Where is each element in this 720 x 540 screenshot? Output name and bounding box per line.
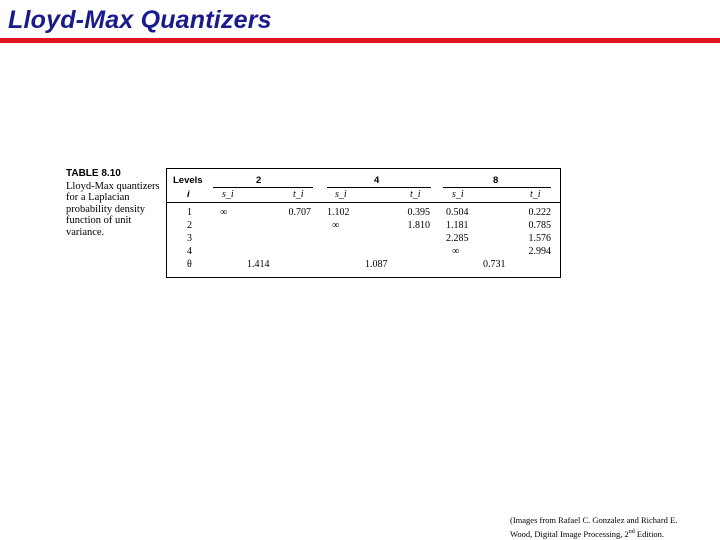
group-rule-4	[327, 187, 431, 188]
row-index: 4	[187, 246, 192, 257]
theta-value: 1.087	[365, 259, 388, 270]
title-underline	[0, 38, 720, 43]
table-cell: 0.707	[288, 207, 311, 218]
table-cell: 2.994	[528, 246, 551, 257]
image-citation	[510, 514, 716, 540]
header-rule	[167, 202, 560, 203]
group-header-2: 2	[256, 175, 262, 186]
subheader-s-4: s_i	[335, 189, 347, 200]
table-cell: 0.785	[528, 220, 551, 231]
subheader-s-8: s_i	[452, 189, 464, 200]
table-cell: 1.576	[528, 233, 551, 244]
table-cell: ∞	[332, 220, 340, 231]
row-index: 2	[187, 220, 192, 231]
slide-title: Lloyd-Max Quantizers	[8, 6, 272, 34]
theta-value: 1.414	[247, 259, 270, 270]
quantizer-table	[166, 168, 561, 278]
table-cell: 1.102	[327, 207, 350, 218]
group-header-4: 4	[374, 175, 380, 186]
table-cell: 1.181	[446, 220, 469, 231]
table-cell: 0.504	[446, 207, 469, 218]
table-cell: 1.810	[407, 220, 430, 231]
group-rule-2	[213, 187, 313, 188]
table-cell: 2.285	[446, 233, 469, 244]
citation-line-1: (Images from Rafael C. Gonzalez and Richard E.	[510, 515, 678, 525]
table-cell: 0.222	[528, 207, 551, 218]
table-figure	[66, 168, 560, 278]
table-cell: ∞	[452, 246, 460, 257]
citation-line-2-end: Edition.	[634, 528, 665, 539]
row-index: 1	[187, 207, 192, 218]
theta-value: 0.731	[483, 259, 506, 270]
subheader-t-4: t_i	[410, 189, 421, 200]
group-header-8: 8	[493, 175, 499, 186]
levels-header: Levels	[173, 175, 203, 186]
index-header: i	[187, 189, 190, 200]
citation-line-2: Wood, Digital Image Processing, 2	[510, 528, 629, 539]
row-index: θ	[187, 259, 192, 270]
table-caption-block	[66, 168, 161, 239]
table-label: TABLE 8.10	[66, 168, 121, 179]
table-cell: 0.395	[407, 207, 430, 218]
subheader-t-2: t_i	[293, 189, 304, 200]
table-cell: ∞	[220, 207, 228, 218]
citation-superscript: nd	[628, 529, 635, 535]
group-rule-8	[443, 187, 551, 188]
subheader-s-2: s_i	[222, 189, 234, 200]
table-caption: Lloyd-Max quantizers for a Laplacian probability density function of unit variance.	[66, 180, 160, 238]
subheader-t-8: t_i	[530, 189, 541, 200]
row-index: 3	[187, 233, 192, 244]
